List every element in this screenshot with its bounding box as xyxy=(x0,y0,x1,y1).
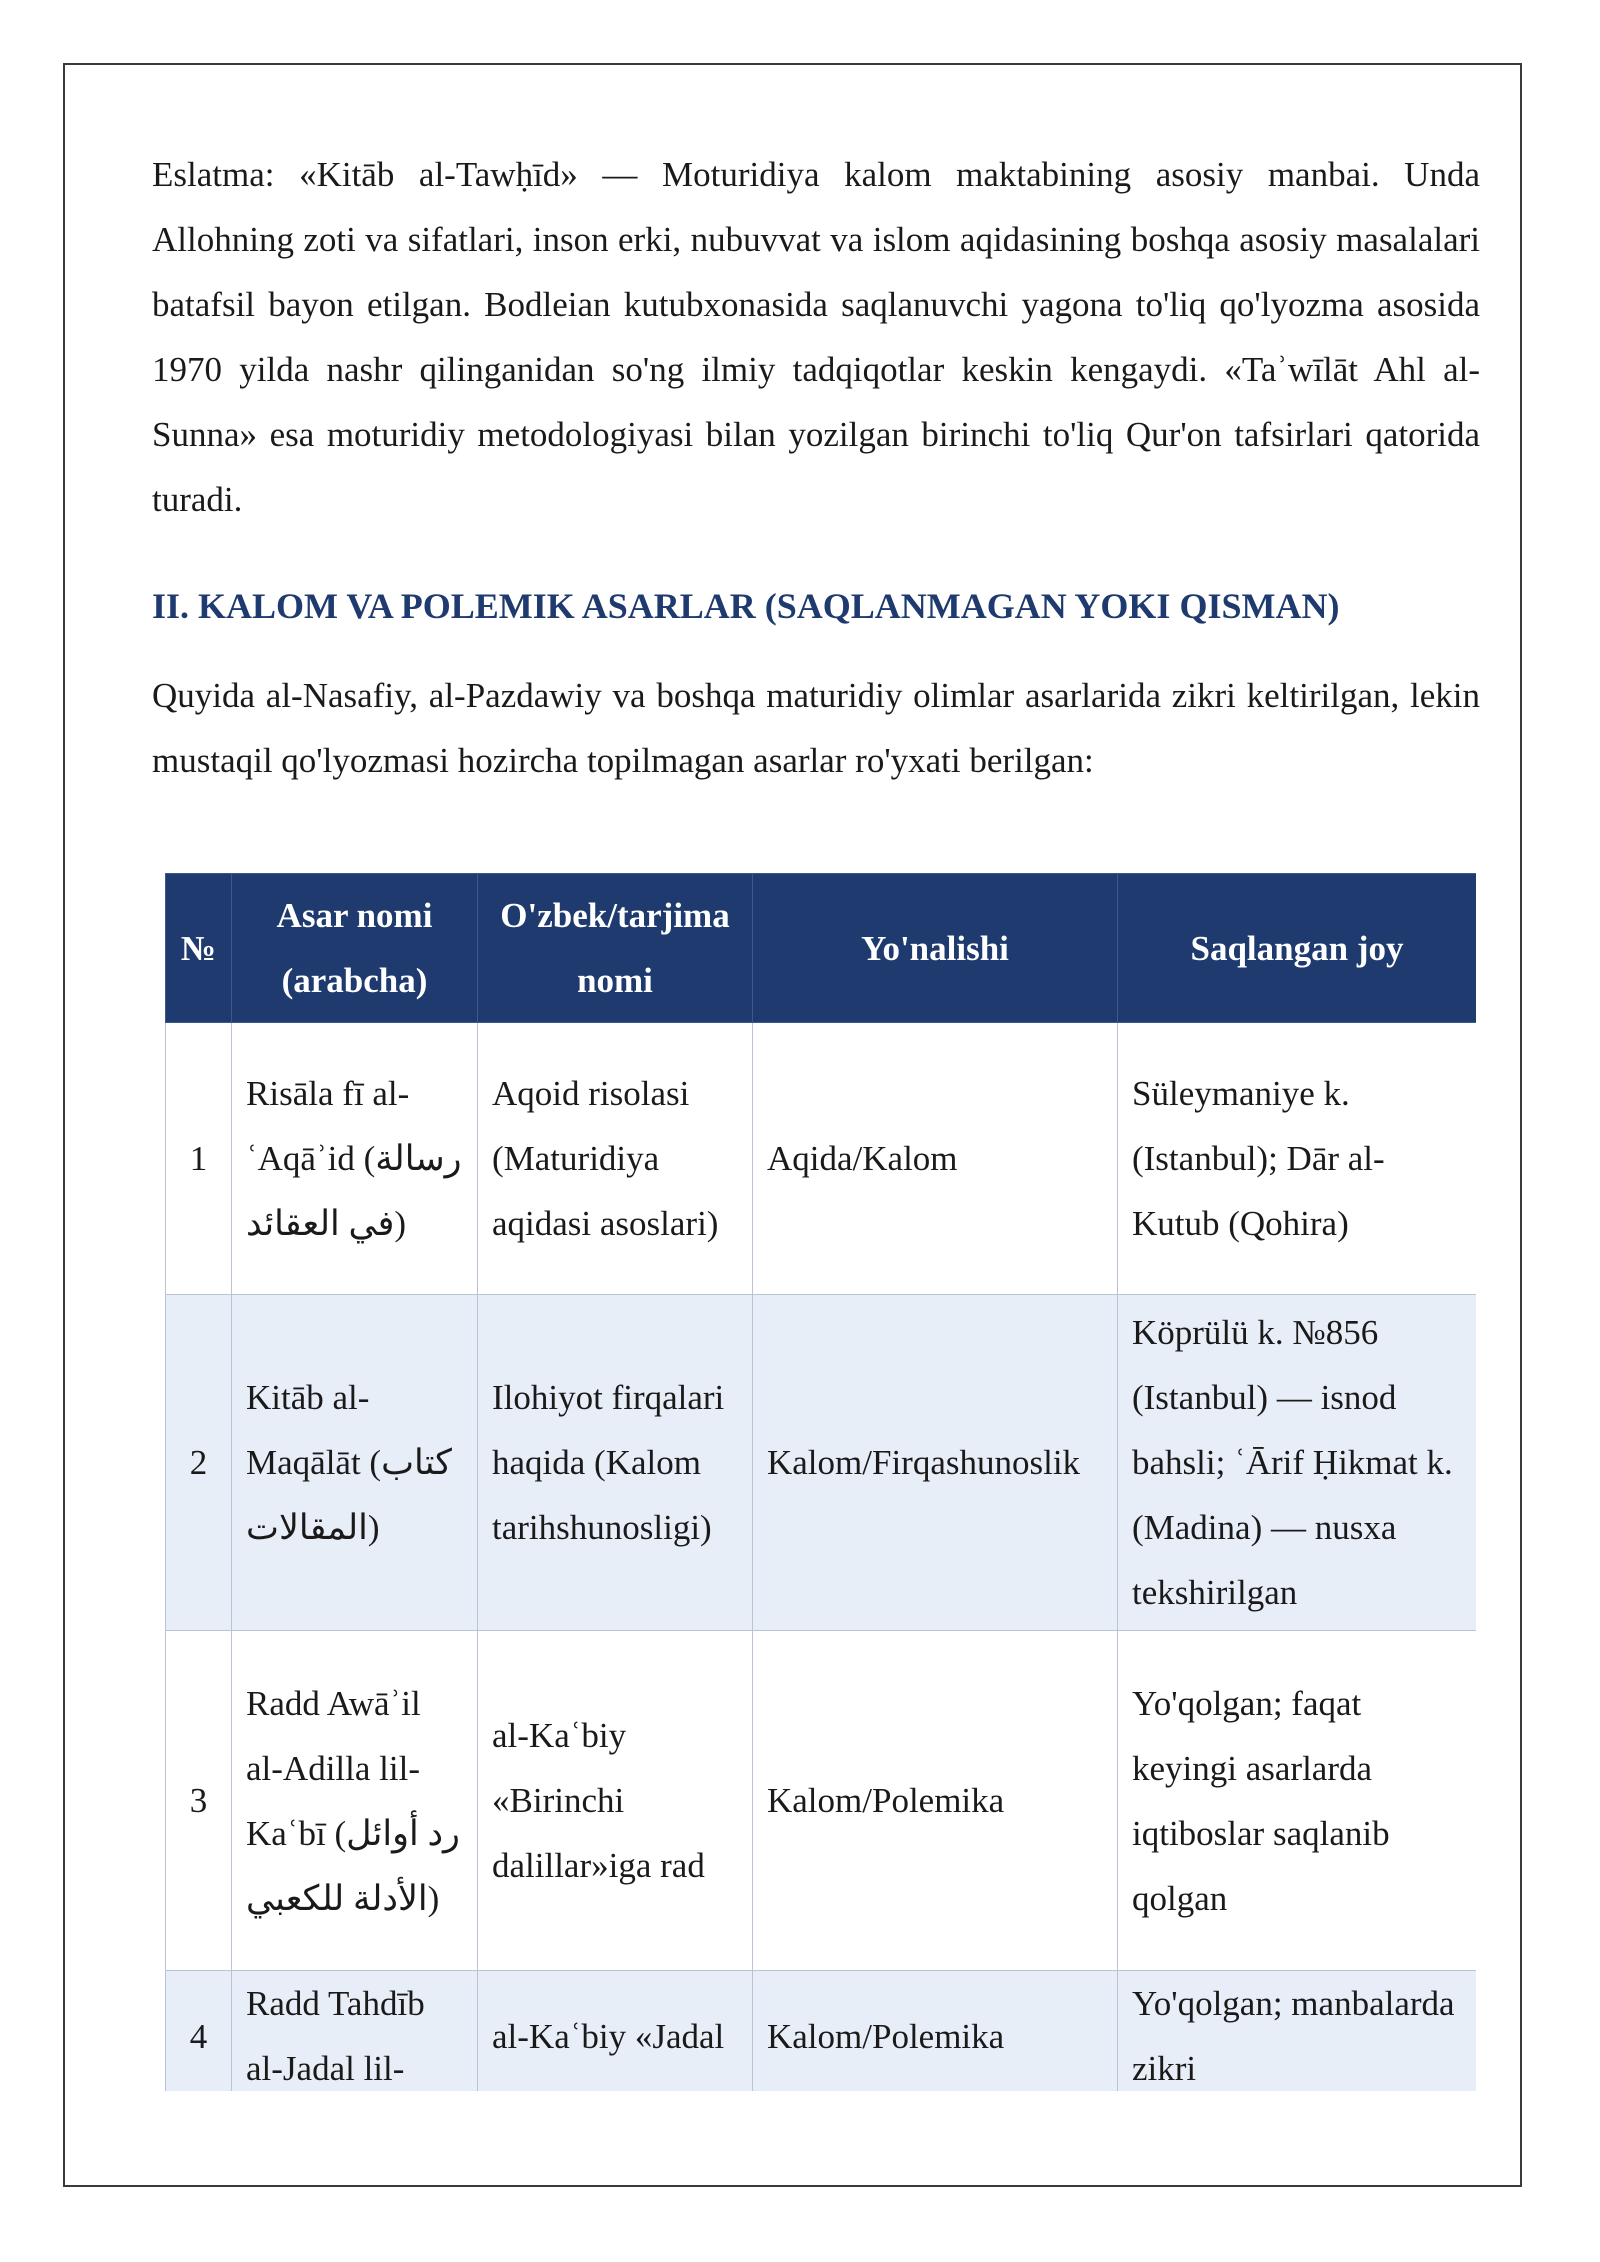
row-num: 1 xyxy=(166,1023,232,1295)
table-row xyxy=(166,1023,1477,1295)
table-header-row xyxy=(166,874,1477,1023)
row-translation: al-Kaʿbiy «Jadal xyxy=(478,1971,753,2092)
row-name: Radd Awāʾil al-Adilla lil-Kaʿbī (رد أوائل الأدلة للكعبي) xyxy=(232,1631,478,1971)
note-paragraph: Eslatma: «Kitāb al-Tawḥīd» — Moturidiya kalom maktabining asosiy manbai. Unda Allohning zoti va sifatlari, inson erki, nubuvvat va islom aqidasining boshqa asosiy masalalari batafsil bayon etilgan. Bodleian kutubxonasida saqlanuvchi yagona to'liq qo'lyozma asosida 1970 yilda nashr qilinganidan so'ng ilmiy tadqiqotlar keskin kengaydi. «Taʾwīlāt Ahl al-Sunna» esa moturidiy metodologiyasi bilan yozilgan birinchi to'liq Qur'on tafsirlari qatorida turadi. xyxy=(152,155,1480,519)
row-translation: al-Kaʿbiy «Birinchi dalillar»iga rad xyxy=(478,1631,753,1971)
works-table xyxy=(165,873,1476,2091)
row-direction: Kalom/Polemika xyxy=(753,1971,1118,2092)
row-name: Kitāb al-Maqālāt (كتاب المقالات) xyxy=(232,1295,478,1631)
table-row xyxy=(166,1631,1477,1971)
section-intro: Quyida al-Nasafiy, al-Pazdawiy va boshqa maturidiy olimlar asarlarida zikri keltirilgan, lekin mustaqil qo'lyozmasi hozircha topilmagan asarlar ro'yxati berilgan: xyxy=(152,676,1480,780)
row-num: 4 xyxy=(166,1971,232,2092)
header-num: № xyxy=(166,874,232,1023)
row-direction: Aqida/Kalom xyxy=(753,1023,1118,1295)
works-table-container xyxy=(165,873,1476,2091)
table-row xyxy=(166,1295,1477,1631)
row-num: 2 xyxy=(166,1295,232,1631)
row-location: Köprülü k. №856 (Istanbul) — isnod bahsli; ʿĀrif Ḥikmat k. (Madina) — nusxa tekshirilgan xyxy=(1118,1295,1477,1631)
header-direction: Yo'nalishi xyxy=(753,874,1118,1023)
section-heading: II. KALOM VA POLEMIK ASARLAR (SAQLANMAGAN YOKI QISMAN) xyxy=(152,586,1340,626)
table-row xyxy=(166,1971,1477,2092)
row-direction: Kalom/Firqashunoslik xyxy=(753,1295,1118,1631)
row-name: Risāla fī al-ʿAqāʾid (رسالة في العقائد) xyxy=(232,1023,478,1295)
row-location: Yo'qolgan; faqat keyingi asarlarda iqtiboslar saqlanib qolgan xyxy=(1118,1631,1477,1971)
header-translation: O'zbek/tarjima nomi xyxy=(478,874,753,1023)
header-name: Asar nomi (arabcha) xyxy=(232,874,478,1023)
row-name: Radd Tahdīb al-Jadal lil- xyxy=(232,1971,478,2092)
header-location: Saqlangan joy xyxy=(1118,874,1477,1023)
row-translation: Aqoid risolasi (Maturidiya aqidasi asoslari) xyxy=(478,1023,753,1295)
row-direction: Kalom/Polemika xyxy=(753,1631,1118,1971)
row-location: Süleymaniye k. (Istanbul); Dār al-Kutub (Qohira) xyxy=(1118,1023,1477,1295)
row-num: 3 xyxy=(166,1631,232,1971)
row-translation: Ilohiyot firqalari haqida (Kalom tarihshunosligi) xyxy=(478,1295,753,1631)
row-location: Yo'qolgan; manbalarda zikri xyxy=(1118,1971,1477,2092)
